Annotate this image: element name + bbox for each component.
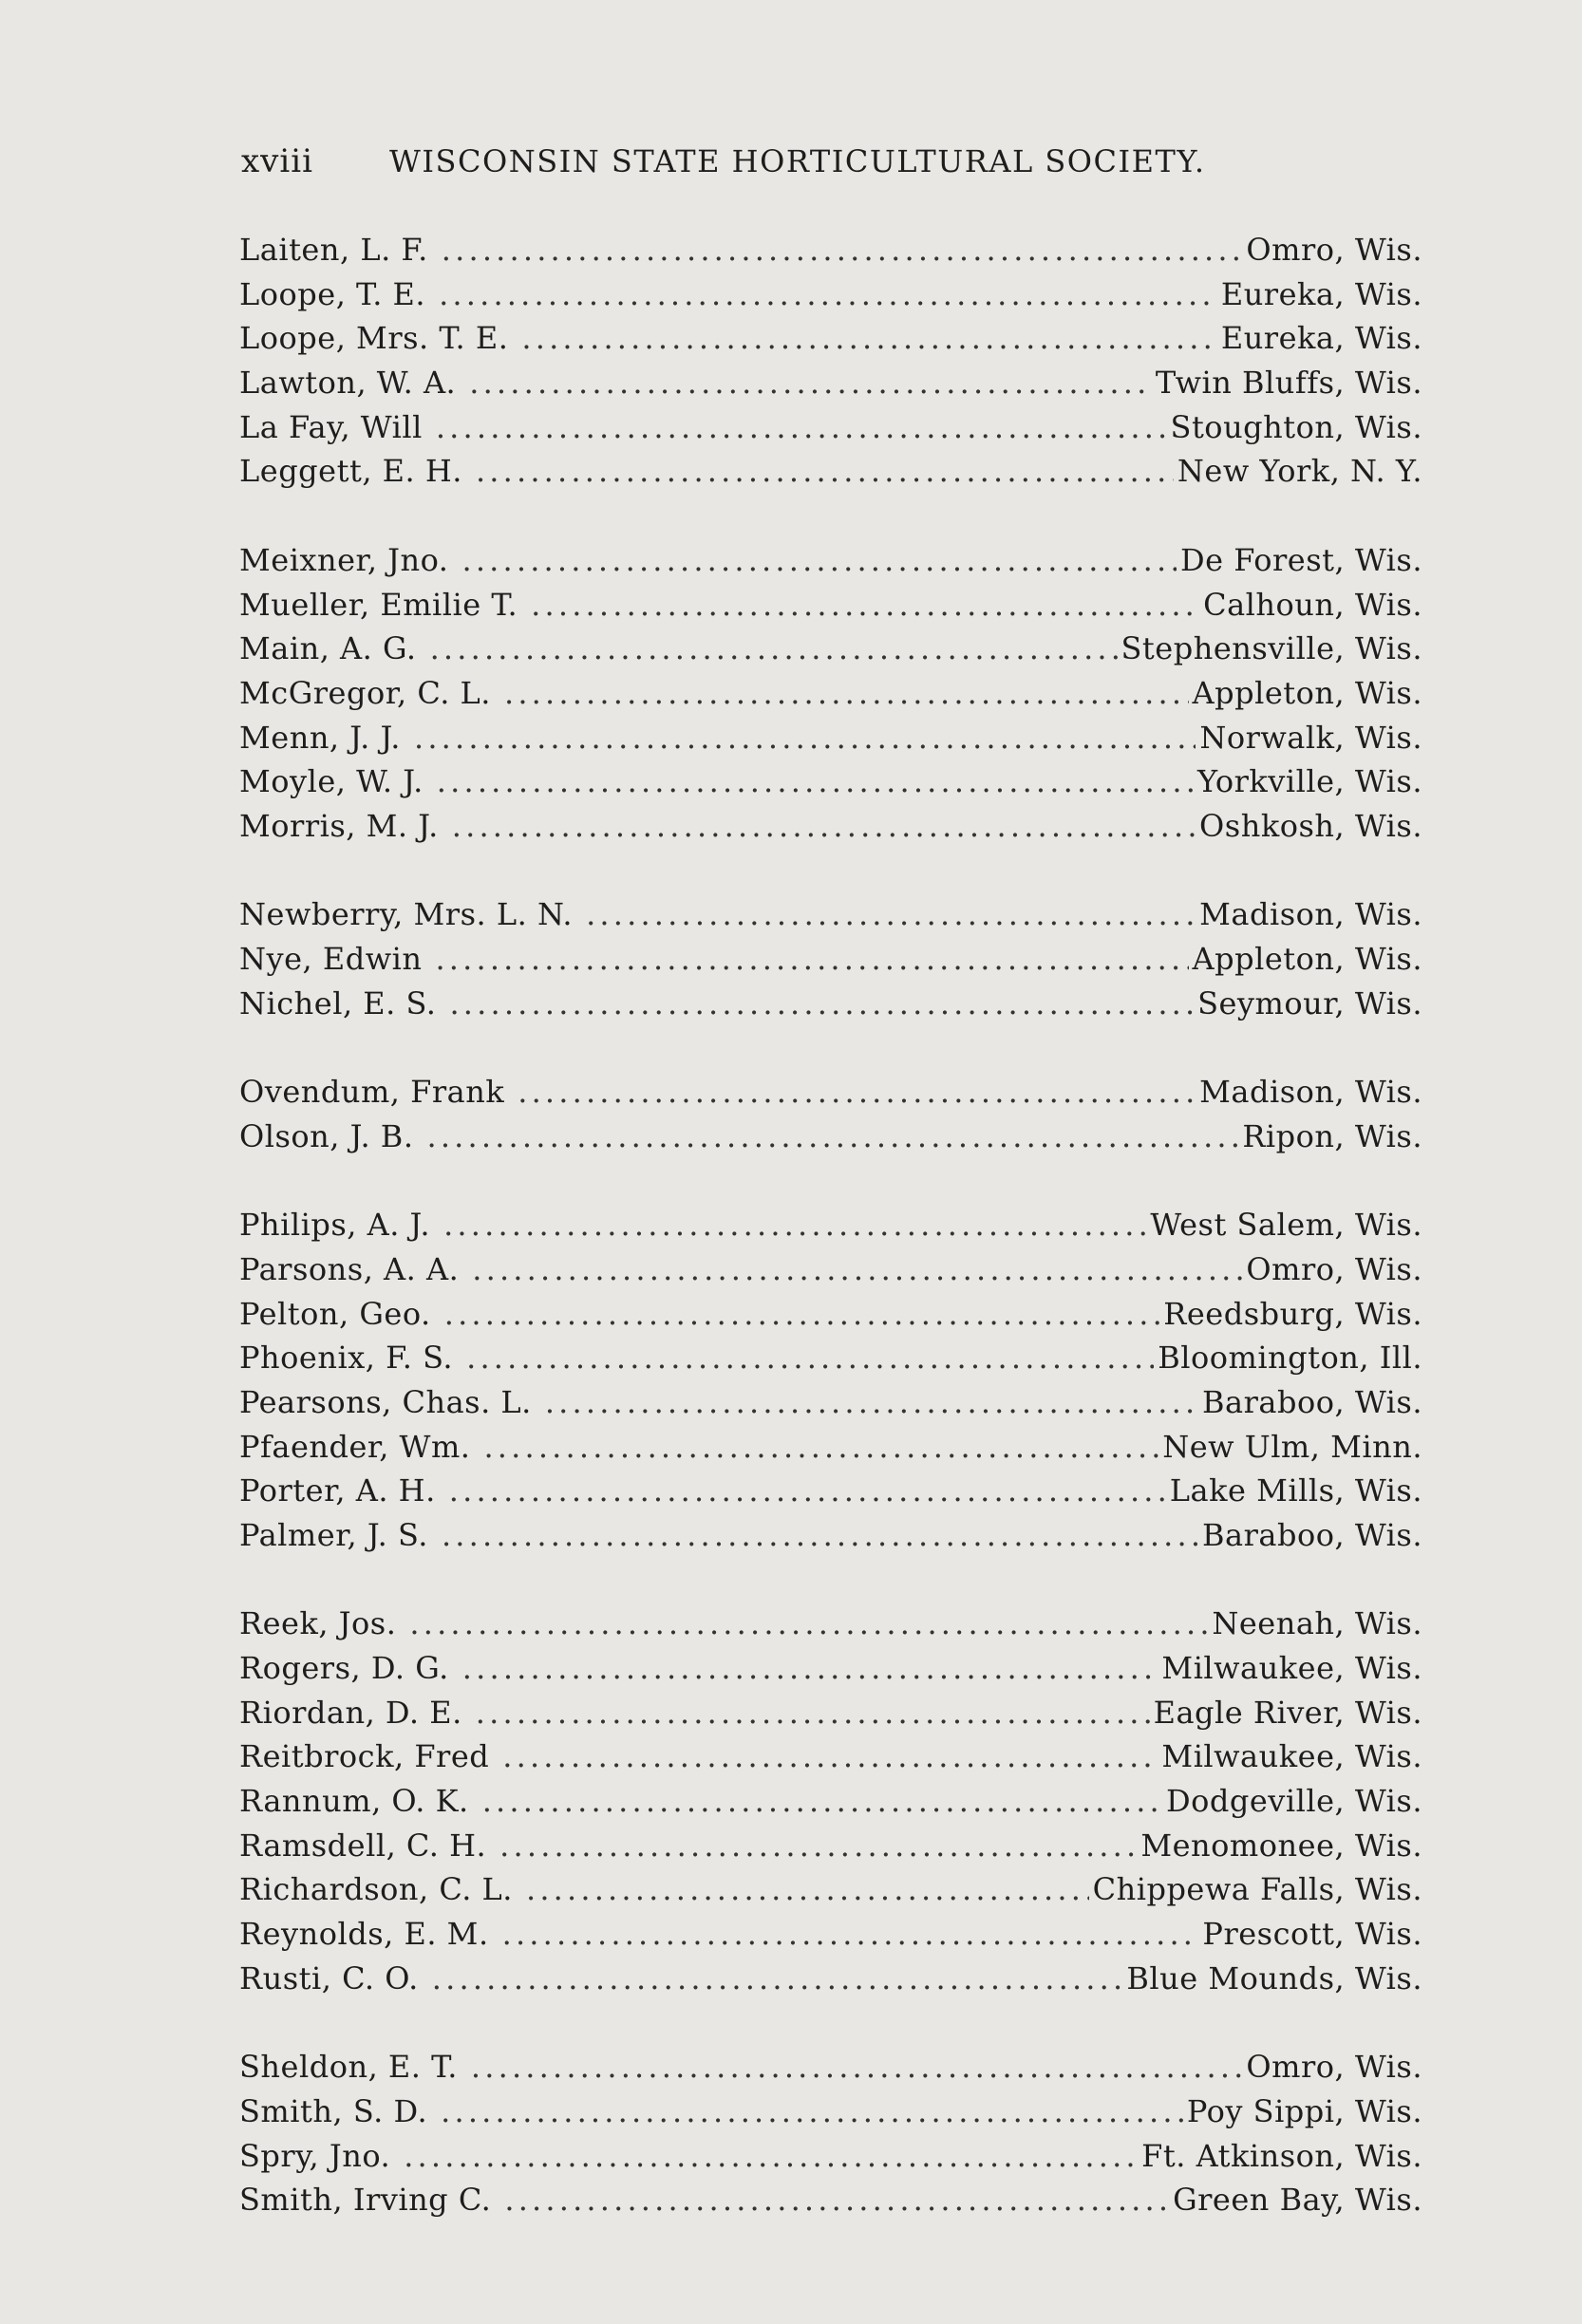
member-name: Riordan, D. E.	[239, 1694, 462, 1731]
member-entry	[0, 1646, 1582, 1691]
member-entry	[0, 1247, 1582, 1292]
member-entry	[0, 1115, 1582, 1159]
member-location: Stephensville, Wis.	[1121, 630, 1422, 667]
member-name: McGregor, C. L.	[239, 674, 491, 711]
member-name: La Fay, Will	[239, 408, 423, 445]
member-entry	[0, 982, 1582, 1026]
member-name: Reynolds, E. M.	[239, 1916, 489, 1953]
member-location: New Ulm, Minn.	[1162, 1428, 1422, 1465]
member-location: Menomonee, Wis.	[1140, 1827, 1422, 1864]
member-entry	[0, 1380, 1582, 1425]
dot-leader	[432, 1957, 1123, 2001]
member-location: Calhoun, Wis.	[1203, 586, 1422, 623]
member-location: Appleton, Wis.	[1192, 674, 1422, 711]
member-location: Eureka, Wis.	[1220, 320, 1422, 357]
member-name: Richardson, C. L.	[239, 1871, 513, 1908]
member-entry	[0, 2045, 1582, 2090]
member-entry	[0, 1070, 1582, 1115]
dot-leader	[444, 1292, 1160, 1337]
dot-leader	[441, 2090, 1183, 2134]
member-name: Palmer, J. S.	[239, 1516, 428, 1553]
dot-leader	[526, 1867, 1089, 1912]
dot-leader	[462, 1646, 1158, 1691]
member-name: Moyle, W. J.	[239, 763, 424, 800]
member-name: Nichel, E. S.	[239, 984, 437, 1021]
dot-leader	[531, 583, 1199, 628]
member-entry	[0, 1292, 1582, 1337]
dot-leader	[482, 1779, 1162, 1824]
member-location: Blue Mounds, Wis.	[1126, 1959, 1422, 1996]
dot-leader	[449, 982, 1194, 1026]
member-entry	[0, 1691, 1582, 1735]
dot-leader	[414, 716, 1196, 760]
dot-leader	[461, 538, 1177, 583]
member-name: Loope, T. E.	[239, 275, 426, 312]
member-name: Parsons, A. A.	[239, 1250, 460, 1287]
member-location: Baraboo, Wis.	[1202, 1383, 1422, 1420]
member-location: Milwaukee, Wis.	[1161, 1738, 1422, 1775]
dot-leader	[437, 759, 1194, 804]
member-location: Prescott, Wis.	[1202, 1916, 1422, 1953]
dot-leader	[430, 627, 1118, 671]
member-location: Twin Bluffs, Wis.	[1155, 365, 1422, 402]
member-location: Ft. Atkinson, Wis.	[1141, 2137, 1422, 2174]
member-entry	[0, 228, 1582, 272]
member-entry	[0, 1469, 1582, 1513]
member-name: Leggett, E. H.	[239, 453, 462, 490]
member-entry	[0, 361, 1582, 405]
letter-group	[0, 1070, 1582, 1158]
member-entry	[0, 405, 1582, 450]
running-title: WISCONSIN STATE HORTICULTURAL SOCIETY.	[389, 143, 1206, 179]
member-entry	[0, 1336, 1582, 1380]
member-entry	[0, 937, 1582, 982]
letter-group	[0, 228, 1582, 494]
dot-leader	[483, 1425, 1158, 1470]
member-name: Newberry, Mrs. L. N.	[239, 896, 574, 933]
dot-leader	[502, 1734, 1158, 1779]
member-entry	[0, 1779, 1582, 1824]
member-entry	[0, 2178, 1582, 2222]
member-entry	[0, 1203, 1582, 1247]
dot-leader	[476, 449, 1174, 494]
dot-leader	[409, 1602, 1208, 1646]
member-location: Neenah, Wis.	[1212, 1605, 1422, 1642]
member-location: Omro, Wis.	[1246, 1250, 1422, 1287]
member-location: Reedsburg, Wis.	[1163, 1295, 1422, 1332]
dot-leader	[442, 228, 1243, 272]
member-name: Loope, Mrs. T. E.	[239, 320, 509, 357]
member-name: Main, A. G.	[239, 630, 417, 667]
member-location: Norwalk, Wis.	[1199, 719, 1422, 756]
member-location: Appleton, Wis.	[1192, 941, 1422, 977]
member-entry	[0, 2090, 1582, 2134]
member-location: Yorkville, Wis.	[1196, 763, 1422, 800]
member-name: Nye, Edwin	[239, 941, 423, 977]
member-entry	[0, 1912, 1582, 1957]
dot-leader	[499, 1824, 1137, 1868]
page-number: xviii	[241, 142, 314, 180]
member-location: Dodgeville, Wis.	[1165, 1783, 1422, 1820]
member-entry	[0, 627, 1582, 671]
member-location: Poy Sippi, Wis.	[1186, 2092, 1422, 2129]
dot-leader	[469, 361, 1152, 405]
letter-group	[0, 892, 1582, 1025]
member-name: Morris, M. J.	[239, 807, 439, 844]
member-location: Omro, Wis.	[1246, 232, 1422, 268]
member-entry	[0, 538, 1582, 583]
letter-group	[0, 1602, 1582, 2000]
dot-leader	[466, 1336, 1154, 1380]
member-name: Smith, S. D.	[239, 2092, 428, 2129]
dot-leader	[521, 316, 1216, 361]
member-entry	[0, 1867, 1582, 1912]
member-name: Philips, A. J.	[239, 1207, 431, 1244]
member-name: Smith, Irving C.	[239, 2182, 492, 2219]
dot-leader	[404, 2134, 1138, 2179]
dot-leader	[586, 892, 1196, 937]
member-name: Reitbrock, Fred	[239, 1738, 490, 1775]
member-name: Rannum, O. K.	[239, 1783, 469, 1820]
member-name: Menn, J. J.	[239, 719, 401, 756]
member-name: Rusti, C. O.	[239, 1959, 419, 1996]
member-location: De Forest, Wis.	[1180, 541, 1422, 578]
member-location: Bloomington, Ill.	[1158, 1340, 1422, 1377]
member-entry	[0, 759, 1582, 804]
member-location: Milwaukee, Wis.	[1161, 1650, 1422, 1686]
member-entry	[0, 1602, 1582, 1646]
member-location: Madison, Wis.	[1199, 1074, 1422, 1111]
member-name: Laiten, L. F.	[239, 232, 428, 268]
letter-group	[0, 2045, 1582, 2222]
member-entry	[0, 892, 1582, 937]
member-entry	[0, 1513, 1582, 1558]
dot-leader	[472, 1247, 1242, 1292]
member-location: Baraboo, Wis.	[1202, 1516, 1422, 1553]
dot-leader	[452, 804, 1196, 849]
member-entry	[0, 272, 1582, 317]
member-location: West Salem, Wis.	[1150, 1207, 1422, 1244]
member-name: Lawton, W. A.	[239, 365, 457, 402]
member-location: New York, N. Y.	[1177, 453, 1422, 490]
member-entry	[0, 804, 1582, 849]
member-name: Ovendum, Frank	[239, 1074, 505, 1111]
member-location: Oshkosh, Wis.	[1199, 807, 1422, 844]
member-location: Eagle River, Wis.	[1153, 1694, 1422, 1731]
member-name: Spry, Jno.	[239, 2137, 391, 2174]
member-location: Seymour, Wis.	[1197, 984, 1422, 1021]
member-name: Pfaender, Wm.	[239, 1428, 471, 1465]
member-entry	[0, 716, 1582, 760]
member-name: Meixner, Jno.	[239, 541, 449, 578]
dot-leader	[502, 1912, 1199, 1957]
member-name: Ramsdell, C. H.	[239, 1827, 487, 1864]
member-name: Reek, Jos.	[239, 1605, 397, 1642]
member-name: Rogers, D. G.	[239, 1650, 449, 1686]
member-entry	[0, 316, 1582, 361]
member-roster	[0, 228, 1582, 2267]
member-location: Chippewa Falls, Wis.	[1092, 1871, 1422, 1908]
member-entry	[0, 1734, 1582, 1779]
member-location: Eureka, Wis.	[1220, 275, 1422, 312]
member-location: Stoughton, Wis.	[1170, 408, 1422, 445]
dot-leader	[443, 1203, 1146, 1247]
member-entry	[0, 1824, 1582, 1868]
member-location: Green Bay, Wis.	[1173, 2182, 1422, 2219]
member-entry	[0, 449, 1582, 494]
member-name: Pearsons, Chas. L.	[239, 1383, 532, 1420]
member-name: Sheldon, E. T.	[239, 2049, 458, 2086]
dot-leader	[426, 1115, 1238, 1159]
dot-leader	[435, 937, 1188, 982]
letter-group	[0, 1203, 1582, 1558]
member-name: Porter, A. H.	[239, 1472, 436, 1509]
dot-leader	[439, 272, 1217, 317]
member-location: Ripon, Wis.	[1242, 1117, 1422, 1154]
member-entry	[0, 1425, 1582, 1470]
member-name: Phoenix, F. S.	[239, 1340, 454, 1377]
dot-leader	[471, 2045, 1242, 2090]
member-entry	[0, 2134, 1582, 2179]
page-header	[241, 142, 1305, 180]
member-location: Lake Mills, Wis.	[1169, 1472, 1422, 1509]
member-name: Mueller, Emilie T.	[239, 586, 518, 623]
member-entry	[0, 671, 1582, 716]
dot-leader	[436, 405, 1167, 450]
dot-leader	[449, 1469, 1166, 1513]
member-location: Madison, Wis.	[1199, 896, 1422, 933]
dot-leader	[504, 2178, 1169, 2222]
dot-leader	[518, 1070, 1196, 1115]
member-entry	[0, 1957, 1582, 2001]
dot-leader	[545, 1380, 1198, 1425]
member-location: Omro, Wis.	[1246, 2049, 1422, 2086]
member-entry	[0, 583, 1582, 628]
member-name: Olson, J. B.	[239, 1117, 414, 1154]
dot-leader	[476, 1691, 1150, 1735]
dot-leader	[442, 1513, 1198, 1558]
member-name: Pelton, Geo.	[239, 1295, 431, 1332]
dot-leader	[504, 671, 1189, 716]
letter-group	[0, 538, 1582, 849]
